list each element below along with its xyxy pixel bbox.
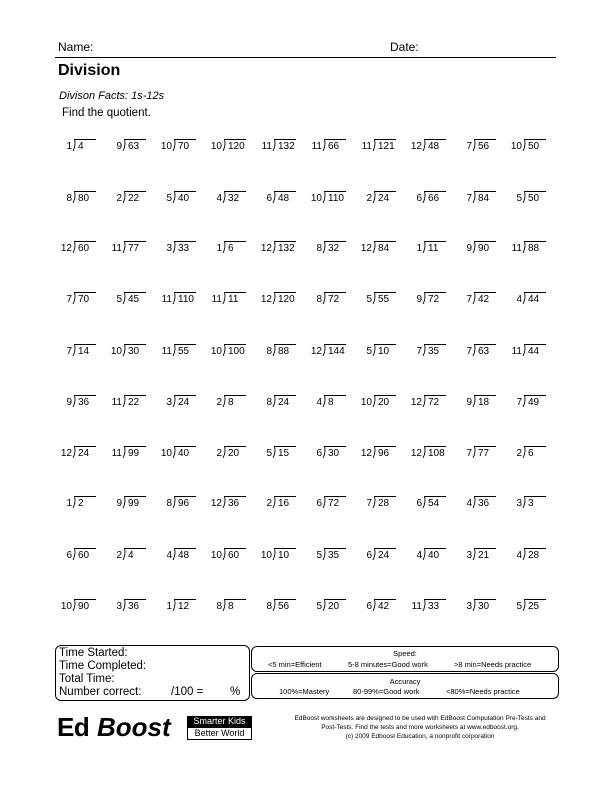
divisor: 8 bbox=[216, 601, 222, 612]
percent-label: % bbox=[230, 686, 241, 698]
divisor: 10 bbox=[510, 141, 522, 152]
divisor: 3 bbox=[116, 601, 122, 612]
divisor: 4 bbox=[516, 550, 522, 561]
divisor: 9 bbox=[116, 498, 122, 509]
dividend: 44 bbox=[528, 294, 540, 305]
divisor: 11 bbox=[161, 294, 172, 305]
speed-good: 5-8 minutes=Good work bbox=[348, 660, 428, 669]
divisor: 11 bbox=[111, 397, 122, 408]
footer-line-2: Post-Tests. Find the tests and more worksheets at www.edboost.org. bbox=[321, 724, 519, 731]
divisor: 10 bbox=[210, 550, 222, 561]
divisor: 5 bbox=[516, 601, 522, 612]
dividend: 100 bbox=[228, 346, 245, 357]
divisor: 11 bbox=[211, 294, 222, 305]
dividend: 8 bbox=[328, 397, 334, 408]
division-problem bbox=[506, 548, 566, 562]
dividend: 77 bbox=[478, 448, 490, 459]
dividend: 80 bbox=[78, 193, 90, 204]
divisor: 10 bbox=[310, 193, 322, 204]
divisor: 7 bbox=[466, 294, 472, 305]
divisor: 1 bbox=[216, 243, 222, 254]
divisor: 12 bbox=[60, 243, 72, 254]
dividend: 48 bbox=[178, 550, 190, 561]
footer-line-3: (c) 2009 Edboost Education, a nonprofit corporation bbox=[345, 733, 495, 740]
divisor: 12 bbox=[410, 448, 422, 459]
divisor: 9 bbox=[416, 294, 422, 305]
divisor: 2 bbox=[216, 397, 222, 408]
footer-text bbox=[280, 714, 560, 741]
dividend: 42 bbox=[378, 601, 390, 612]
dividend: 4 bbox=[78, 141, 84, 152]
divisor: 2 bbox=[266, 498, 272, 509]
logo-boost-text: Boost bbox=[97, 712, 171, 742]
dividend: 99 bbox=[128, 498, 140, 509]
dividend: 24 bbox=[378, 193, 390, 204]
divisor: 7 bbox=[466, 141, 472, 152]
divisor: 10 bbox=[210, 346, 222, 357]
divisor: 8 bbox=[166, 498, 172, 509]
dividend: 22 bbox=[128, 193, 140, 204]
dividend: 24 bbox=[278, 397, 290, 408]
divisor: 12 bbox=[60, 448, 72, 459]
dividend: 11 bbox=[428, 243, 439, 254]
dividend: 14 bbox=[78, 346, 90, 357]
divisor: 9 bbox=[116, 141, 122, 152]
dividend: 20 bbox=[378, 397, 390, 408]
dividend: 56 bbox=[478, 141, 490, 152]
divisor: 2 bbox=[116, 193, 122, 204]
dividend: 4 bbox=[128, 550, 134, 561]
divisor: 6 bbox=[366, 601, 372, 612]
edboost-logo bbox=[57, 712, 257, 742]
dividend: 11 bbox=[228, 294, 239, 305]
dividend: 99 bbox=[128, 448, 140, 459]
dividend: 48 bbox=[278, 193, 290, 204]
dividend: 10 bbox=[278, 550, 290, 561]
divisor: 7 bbox=[66, 294, 72, 305]
dividend: 33 bbox=[178, 243, 190, 254]
dividend: 63 bbox=[478, 346, 490, 357]
dividend: 144 bbox=[328, 346, 345, 357]
total-time-label: Total Time: bbox=[59, 673, 115, 685]
dividend: 36 bbox=[478, 498, 490, 509]
dividend: 84 bbox=[478, 193, 490, 204]
divisor: 7 bbox=[516, 397, 522, 408]
divisor: 6 bbox=[416, 193, 422, 204]
dividend: 28 bbox=[528, 550, 540, 561]
dividend: 32 bbox=[328, 243, 340, 254]
divisor: 12 bbox=[310, 346, 322, 357]
dividend: 32 bbox=[228, 193, 240, 204]
divisor: 12 bbox=[260, 243, 272, 254]
divisor: 9 bbox=[466, 397, 472, 408]
divisor: 11 bbox=[411, 601, 422, 612]
division-problem bbox=[506, 395, 566, 409]
dividend: 60 bbox=[78, 550, 90, 561]
dividend: 88 bbox=[278, 346, 290, 357]
divisor: 2 bbox=[216, 448, 222, 459]
dividend: 22 bbox=[128, 397, 140, 408]
accuracy-mastery: 100%=Mastery bbox=[279, 687, 330, 696]
accuracy-heading: Accuracy bbox=[389, 677, 421, 686]
divisor: 1 bbox=[166, 601, 172, 612]
divisor: 11 bbox=[111, 448, 122, 459]
dividend: 24 bbox=[178, 397, 190, 408]
divisor: 6 bbox=[416, 498, 422, 509]
division-problem bbox=[506, 139, 566, 153]
divisor: 11 bbox=[511, 346, 522, 357]
dividend: 12 bbox=[178, 601, 190, 612]
dividend: 63 bbox=[128, 141, 140, 152]
dividend: 84 bbox=[378, 243, 390, 254]
time-completed-label: Time Completed: bbox=[59, 660, 147, 672]
division-problem bbox=[506, 292, 566, 306]
out-of-label: /100 = bbox=[171, 686, 204, 698]
dividend: 44 bbox=[528, 346, 540, 357]
divisor: 4 bbox=[416, 550, 422, 561]
dividend: 30 bbox=[478, 601, 490, 612]
divisor: 5 bbox=[516, 193, 522, 204]
dividend: 60 bbox=[228, 550, 240, 561]
dividend: 40 bbox=[178, 193, 190, 204]
dividend: 132 bbox=[278, 141, 295, 152]
divisor: 11 bbox=[361, 141, 372, 152]
dividend: 120 bbox=[278, 294, 295, 305]
division-problem bbox=[506, 496, 566, 510]
divisor: 4 bbox=[466, 498, 472, 509]
divisor: 12 bbox=[410, 141, 422, 152]
divisor: 3 bbox=[516, 498, 522, 509]
divisor: 8 bbox=[66, 193, 72, 204]
divisor: 3 bbox=[166, 243, 172, 254]
accuracy-needs-practice: <80%=Needs practice bbox=[446, 687, 520, 696]
divisor: 2 bbox=[516, 448, 522, 459]
divisor: 6 bbox=[366, 550, 372, 561]
dividend: 2 bbox=[78, 498, 84, 509]
page-subtitle: Divison Facts: 1s-12s bbox=[59, 90, 165, 102]
divisor: 12 bbox=[260, 294, 272, 305]
divisor: 10 bbox=[160, 448, 172, 459]
dividend: 72 bbox=[328, 498, 340, 509]
divisor: 2 bbox=[116, 550, 122, 561]
divisor: 10 bbox=[210, 141, 222, 152]
divisor: 4 bbox=[216, 193, 222, 204]
dividend: 40 bbox=[178, 448, 190, 459]
divisor: 5 bbox=[366, 294, 372, 305]
speed-box bbox=[251, 646, 559, 672]
divisor: 6 bbox=[316, 448, 322, 459]
divisor: 10 bbox=[360, 397, 372, 408]
divisor: 7 bbox=[466, 448, 472, 459]
dividend: 6 bbox=[228, 243, 234, 254]
dividend: 66 bbox=[328, 141, 340, 152]
page-title: Division bbox=[58, 62, 121, 79]
divisor: 5 bbox=[316, 601, 322, 612]
dividend: 35 bbox=[428, 346, 440, 357]
dividend: 50 bbox=[528, 193, 540, 204]
dividend: 132 bbox=[278, 243, 295, 254]
divisor: 6 bbox=[316, 498, 322, 509]
divisor: 8 bbox=[316, 243, 322, 254]
dividend: 90 bbox=[478, 243, 490, 254]
dividend: 24 bbox=[78, 448, 90, 459]
divisor: 7 bbox=[416, 346, 422, 357]
dividend: 20 bbox=[228, 448, 240, 459]
logo-ed-text: Ed bbox=[57, 712, 90, 742]
time-box bbox=[55, 645, 250, 701]
dividend: 121 bbox=[378, 141, 395, 152]
dividend: 50 bbox=[528, 141, 540, 152]
dividend: 3 bbox=[528, 498, 534, 509]
divisor: 5 bbox=[366, 346, 372, 357]
divisor: 11 bbox=[161, 346, 172, 357]
divisor: 1 bbox=[66, 498, 72, 509]
divisor: 12 bbox=[210, 498, 222, 509]
date-label: Date: bbox=[390, 40, 419, 54]
divisor: 5 bbox=[266, 448, 272, 459]
division-problem bbox=[506, 241, 566, 255]
divisor: 1 bbox=[416, 243, 422, 254]
dividend: 88 bbox=[528, 243, 540, 254]
time-started-label: Time Started: bbox=[59, 647, 128, 659]
dividend: 49 bbox=[528, 397, 540, 408]
dividend: 10 bbox=[378, 346, 390, 357]
accuracy-box bbox=[251, 673, 559, 699]
divisor: 10 bbox=[110, 346, 122, 357]
divisor: 8 bbox=[266, 397, 272, 408]
divisor: 11 bbox=[311, 141, 322, 152]
dividend: 77 bbox=[128, 243, 140, 254]
dividend: 18 bbox=[478, 397, 490, 408]
dividend: 108 bbox=[428, 448, 445, 459]
dividend: 20 bbox=[328, 601, 340, 612]
accuracy-good: 80-99%=Good work bbox=[353, 687, 420, 696]
dividend: 36 bbox=[78, 397, 90, 408]
dividend: 72 bbox=[428, 294, 440, 305]
dividend: 96 bbox=[378, 448, 390, 459]
divisor: 7 bbox=[66, 346, 72, 357]
divisor: 7 bbox=[366, 498, 372, 509]
dividend: 110 bbox=[178, 294, 194, 305]
speed-efficient: <5 min=Efficient bbox=[268, 660, 322, 669]
dividend: 16 bbox=[278, 498, 290, 509]
dividend: 120 bbox=[228, 141, 245, 152]
divisor: 10 bbox=[260, 550, 272, 561]
divisor: 5 bbox=[166, 193, 172, 204]
dividend: 24 bbox=[378, 550, 390, 561]
dividend: 55 bbox=[378, 294, 390, 305]
dividend: 30 bbox=[128, 346, 140, 357]
divisor: 5 bbox=[116, 294, 122, 305]
dividend: 45 bbox=[128, 294, 140, 305]
divisor: 8 bbox=[266, 601, 272, 612]
dividend: 60 bbox=[78, 243, 90, 254]
division-problem bbox=[506, 191, 566, 205]
dividend: 21 bbox=[478, 550, 490, 561]
division-problem bbox=[506, 344, 566, 358]
dividend: 15 bbox=[278, 448, 290, 459]
dividend: 54 bbox=[428, 498, 440, 509]
divisor: 6 bbox=[266, 193, 272, 204]
divisor: 9 bbox=[66, 397, 72, 408]
instruction-text: Find the quotient. bbox=[62, 107, 151, 119]
divisor: 6 bbox=[66, 550, 72, 561]
dividend: 70 bbox=[78, 294, 90, 305]
divisor: 4 bbox=[516, 294, 522, 305]
divisor: 10 bbox=[60, 601, 72, 612]
speed-needs-practice: >8 min=Needs practice bbox=[454, 660, 532, 669]
divisor: 7 bbox=[466, 193, 472, 204]
dividend: 72 bbox=[428, 397, 440, 408]
divisor: 8 bbox=[316, 294, 322, 305]
divisor: 2 bbox=[366, 193, 372, 204]
dividend: 36 bbox=[128, 601, 140, 612]
dividend: 72 bbox=[328, 294, 340, 305]
divisor: 12 bbox=[410, 397, 422, 408]
dividend: 33 bbox=[428, 601, 440, 612]
divisor: 11 bbox=[511, 243, 522, 254]
dividend: 30 bbox=[328, 448, 340, 459]
divisor: 11 bbox=[261, 141, 272, 152]
dividend: 6 bbox=[528, 448, 534, 459]
dividend: 66 bbox=[428, 193, 440, 204]
divisor: 12 bbox=[360, 243, 372, 254]
logo-tagline-smarter: Smarter Kids bbox=[187, 716, 252, 727]
dividend: 110 bbox=[328, 193, 344, 204]
divisor: 9 bbox=[466, 243, 472, 254]
divisor: 1 bbox=[66, 141, 72, 152]
dividend: 48 bbox=[428, 141, 440, 152]
divisor: 5 bbox=[316, 550, 322, 561]
divisor: 8 bbox=[266, 346, 272, 357]
division-problem bbox=[506, 446, 566, 460]
dividend: 90 bbox=[78, 601, 90, 612]
speed-heading: Speed: bbox=[393, 649, 417, 658]
divisor: 3 bbox=[166, 397, 172, 408]
divisor: 12 bbox=[360, 448, 372, 459]
divisor: 10 bbox=[160, 141, 172, 152]
logo-tagline-better: Better World bbox=[187, 727, 252, 740]
dividend: 36 bbox=[228, 498, 240, 509]
dividend: 25 bbox=[528, 601, 540, 612]
divisor: 4 bbox=[316, 397, 322, 408]
divisor: 3 bbox=[466, 550, 472, 561]
dividend: 40 bbox=[428, 550, 440, 561]
dividend: 42 bbox=[478, 294, 490, 305]
dividend: 8 bbox=[228, 397, 234, 408]
divisor: 11 bbox=[111, 243, 122, 254]
dividend: 96 bbox=[178, 498, 190, 509]
footer-line-1: EdBoost worksheets are designed to be used with EdBoost Computation Pre-Tests and bbox=[294, 715, 546, 722]
dividend: 70 bbox=[178, 141, 190, 152]
dividend: 35 bbox=[328, 550, 340, 561]
name-label: Name: bbox=[58, 40, 94, 54]
number-correct-label: Number correct: bbox=[59, 686, 142, 698]
division-problem bbox=[506, 599, 566, 613]
divisor: 3 bbox=[466, 601, 472, 612]
divisor: 4 bbox=[166, 550, 172, 561]
dividend: 55 bbox=[178, 346, 190, 357]
dividend: 56 bbox=[278, 601, 290, 612]
divisor: 7 bbox=[466, 346, 472, 357]
dividend: 28 bbox=[378, 498, 390, 509]
dividend: 8 bbox=[228, 601, 234, 612]
